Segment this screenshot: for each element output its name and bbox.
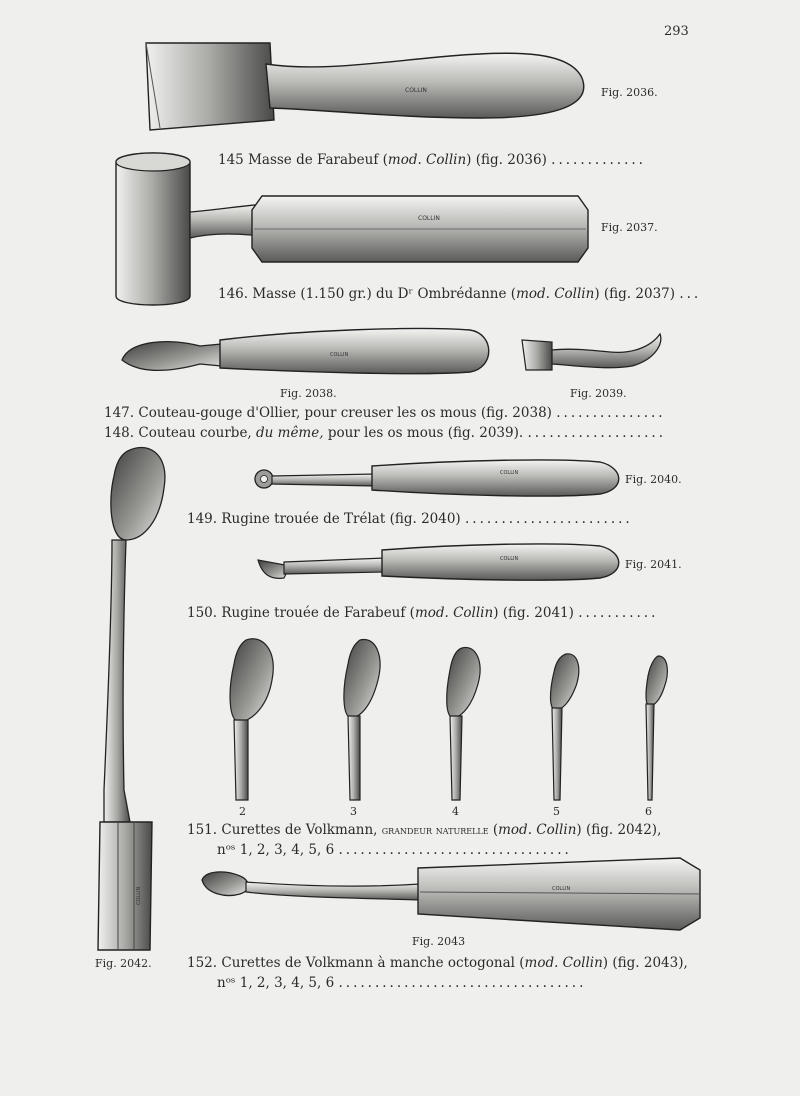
collin-stamp: COLLIN	[405, 87, 427, 94]
curette-number-4: 4	[452, 805, 459, 818]
entry-tail: pour les os mous (fig. 2039).	[327, 425, 524, 441]
entry-tail: (fig. 2043),	[612, 955, 688, 971]
entry-152: 152. Curettes de Volkmann à manche octogonal (mod. Collin) (fig. 2043),	[187, 955, 688, 971]
fig-2039-label: Fig. 2039.	[570, 387, 627, 400]
entry-text: Couteau-gouge d'Ollier, pour creuser les os mous (fig. 2038)	[138, 405, 552, 421]
curette-number-6: 6	[645, 805, 652, 818]
entry-147	[104, 405, 666, 421]
leader-dots: ...........	[578, 605, 659, 621]
collin-stamp: COLLIN	[500, 470, 519, 476]
entry-numbers: nᵒˢ 1, 2, 3, 4, 5, 6	[217, 975, 335, 991]
fig-2037-label: Fig. 2037.	[601, 221, 658, 234]
fig-2042-label: Fig. 2042.	[95, 957, 152, 970]
entry-number: 148.	[104, 425, 135, 441]
fig-2040-label: Fig. 2040.	[625, 473, 682, 486]
page-number: 293	[664, 24, 689, 39]
entry-number: 146.	[218, 286, 249, 302]
entry-italic: mod. Collin	[387, 152, 467, 168]
entry-smallcaps: grandeur naturelle	[381, 823, 489, 837]
entry-text: Curettes de Volkmann,	[221, 822, 378, 838]
entry-italic: mod. Collin	[414, 605, 494, 621]
curette-number-3: 3	[350, 805, 357, 818]
raspatory-trelat-illustration	[255, 460, 619, 496]
leader-dots: .......................	[465, 511, 633, 527]
entry-italic: mod. Collin	[498, 822, 577, 838]
curved-knife-illustration	[522, 334, 661, 370]
entry-text: Rugine trouée de Trélat (fig. 2040)	[221, 511, 461, 527]
entry-149	[187, 511, 657, 527]
collin-stamp: COLLIN	[330, 352, 349, 358]
gouge-ollier-illustration	[122, 328, 489, 373]
entry-number: 152.	[187, 955, 218, 971]
entry-tail: (fig. 2041)	[502, 605, 574, 621]
leader-dots: ...............	[556, 405, 666, 421]
leader-dots: .............	[551, 152, 646, 168]
entry-tail: (fig. 2037)	[603, 286, 676, 302]
entry-text: Masse de Farabeuf	[248, 152, 379, 168]
raspatory-farabeuf-illustration	[258, 544, 619, 580]
entry-150: 150. Rugine trouée de Farabeuf (mod. Collin) (fig. 2041) ...........	[187, 605, 659, 621]
entry-151: 151. Curettes de Volkmann, grandeur naturelle (mod. Collin) (fig. 2042),	[187, 822, 662, 838]
entry-italic: du même,	[256, 425, 324, 441]
curette-4	[447, 647, 480, 800]
entry-152-line2	[217, 975, 657, 991]
curette-2	[230, 639, 273, 800]
fig-2043-label: Fig. 2043	[412, 935, 466, 948]
entry-151-line2	[217, 842, 657, 858]
entry-text: Masse (1.150 gr.) du Dʳ Ombrédanne	[252, 286, 507, 302]
fig-2036-label: Fig. 2036.	[601, 86, 658, 99]
collin-stamp: COLLIN	[500, 556, 519, 562]
curette-number-5: 5	[553, 805, 560, 818]
curettes-set-illustration	[230, 639, 667, 800]
entry-number: 151.	[187, 822, 218, 838]
entry-text: Curettes de Volkmann à manche octogonal	[221, 955, 515, 971]
collin-stamp: COLLIN	[418, 215, 440, 222]
curette-5	[551, 654, 579, 800]
entry-text: Couteau courbe,	[138, 425, 252, 441]
curette-6	[646, 656, 667, 800]
collin-stamp: COLLIN	[552, 886, 571, 892]
leader-dots: ................................	[338, 842, 572, 858]
entry-numbers: nᵒˢ 1, 2, 3, 4, 5, 6	[217, 842, 335, 858]
entry-146: 146. Masse (1.150 gr.) du Dʳ Ombrédanne (mod. Collin) (fig. 2037) ...	[218, 286, 702, 302]
entry-148	[104, 425, 666, 441]
fig-2041-label: Fig. 2041.	[625, 558, 682, 571]
mallet-farabeuf-illustration	[146, 43, 584, 130]
entry-number: 149.	[187, 511, 218, 527]
entry-text: Rugine trouée de Farabeuf	[221, 605, 406, 621]
curette-octagonal-illustration	[202, 858, 700, 930]
leader-dots: ...................	[527, 425, 666, 441]
entry-tail: (fig. 2042),	[585, 822, 662, 838]
leader-dots: ..................................	[338, 975, 587, 991]
mallet-ombredanne-illustration	[116, 153, 588, 305]
fig-2038-label: Fig. 2038.	[280, 387, 337, 400]
entry-italic: mod. Collin	[524, 955, 603, 971]
entry-number: 150.	[187, 605, 218, 621]
entry-italic: mod. Collin	[516, 286, 595, 302]
entry-145: 145 Masse de Farabeuf (mod. Collin) (fig. 2036) .............	[218, 152, 646, 168]
curette-3	[344, 639, 380, 800]
entry-tail: (fig. 2036)	[475, 152, 547, 168]
curette-number-2: 2	[239, 805, 246, 818]
entry-number: 147.	[104, 405, 135, 421]
collin-stamp: COLLIN	[136, 886, 142, 905]
leader-dots: ...	[679, 286, 702, 302]
curette-long-illustration	[98, 448, 165, 951]
entry-number: 145	[218, 152, 244, 168]
